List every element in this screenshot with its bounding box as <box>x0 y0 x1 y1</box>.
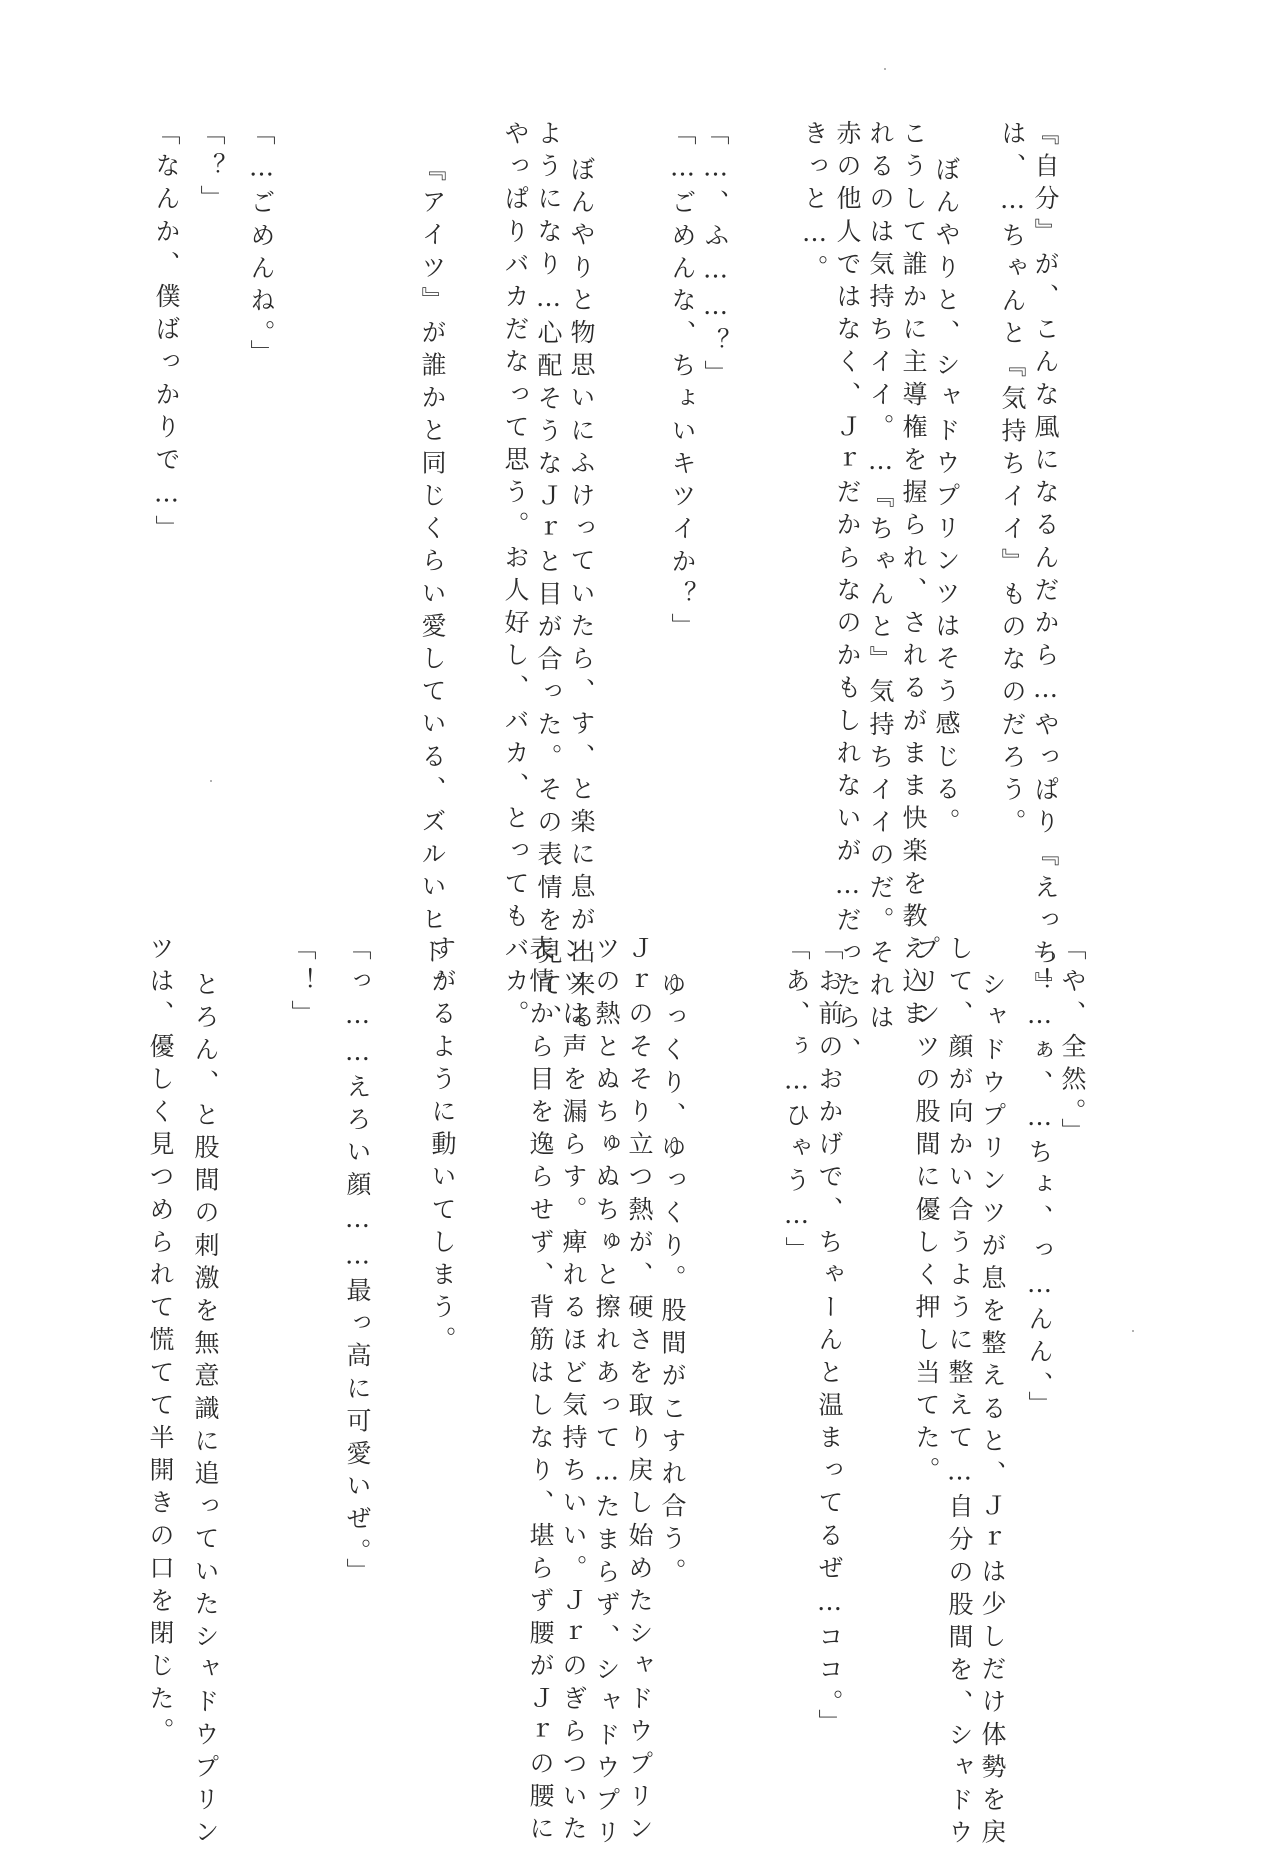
text-column: 「あ、ぅ…ひゃう…」 <box>782 935 811 1269</box>
text-column: 『自分』が、こんな風になるんだから…やっぱり『えっち』 <box>1031 120 1060 1005</box>
text-column: は、…ちゃんと『気持ちイイ』ものなのだろう。 <box>998 120 1027 842</box>
text-column: 「なんか、僕ばっかりで…」 <box>152 120 181 548</box>
text-column: プリンツの股間に優しく押し当てた。 <box>912 935 941 1490</box>
text-column: 「！」 <box>288 935 317 1033</box>
text-column: 「っ……えろい顔……最っ高に可愛いぜ。」 <box>343 935 372 1591</box>
scan-speck <box>210 780 212 782</box>
text-column: 「や、全然。」 <box>1058 935 1087 1151</box>
text-column: とろん、と股間の刺激を無意識に追っていたシャドウプリン <box>191 971 220 1852</box>
text-column: 表情から目を逸らせず、背筋はしなり、堪らず腰がＪｒの腰に <box>526 935 555 1848</box>
text-column: ぼんやりと、シャドウプリンツはそう感じる。 <box>932 156 961 841</box>
text-column: 「…ごめんな、ちょいキツイか？」 <box>668 120 697 646</box>
text-column: 「？」 <box>197 120 226 218</box>
text-column: れるのは気持ちイイ。…『ちゃんと』気持ちイイのだ。それは <box>866 120 895 1037</box>
scan-speck <box>884 68 886 70</box>
scan-speck <box>1132 1330 1134 1332</box>
text-column: して、顔が向かい合うように整えて…自分の股間を、シャドウ <box>945 935 974 1852</box>
text-column: 「お前のおかげで、ちゃーんと温まってるぜ…ココ。」 <box>815 935 844 1742</box>
text-column: 「…ごめんね。」 <box>247 120 276 373</box>
text-column: ぼんやりと物思いにふけっていたら、す、と楽に息が出来る <box>567 156 596 1037</box>
text-column: Ｊｒのそそり立つ熱が、硬さを取り戻し始めたシャドウプリン <box>625 935 654 1848</box>
text-column: ようになり…心配そうなＪｒと目が合った。その表情を見て、 <box>534 120 563 1037</box>
text-column: 赤の他人ではなく、Ｊｒだからなのかもしれないが…だったら、 <box>833 120 862 1070</box>
bottom-text-block <box>0 935 1280 1852</box>
text-column: ゆっくり、ゆっくり。股間がこすれ合う。 <box>658 971 687 1591</box>
text-column: 「…、ふ……？」 <box>701 120 730 393</box>
text-column: 『アイツ』が誰かと同じくらい愛している、ズルいヒト。 <box>418 156 447 1004</box>
text-column: シャドウプリンツが息を整えると、Ｊｒは少しだけ体勢を戻 <box>978 971 1007 1852</box>
text-column: ンツは声を漏らす。痺れるほど気持ちいい。Ｊｒのぎらついた <box>559 935 588 1848</box>
text-column: ツの熱とぬちゅぬちゅと擦れあって…たまらず、シャドウプリ <box>592 935 621 1852</box>
text-column: やっぱりバカだなって思う。お人好し、バカ、とってもバカ。 <box>501 120 530 1033</box>
text-column: こうして誰かに主導権を握られ、されるがまま快楽を教え込ま <box>899 120 928 1033</box>
text-column: きっと…。 <box>800 120 829 287</box>
text-column: 「！…ぁ、…ちょ、っ…んん、」 <box>1025 935 1054 1424</box>
text-column: すがるように動いてしまう。 <box>428 935 457 1359</box>
text-column: ツは、優しく見つめられて慌てて半開きの口を閉じた。 <box>146 935 175 1750</box>
